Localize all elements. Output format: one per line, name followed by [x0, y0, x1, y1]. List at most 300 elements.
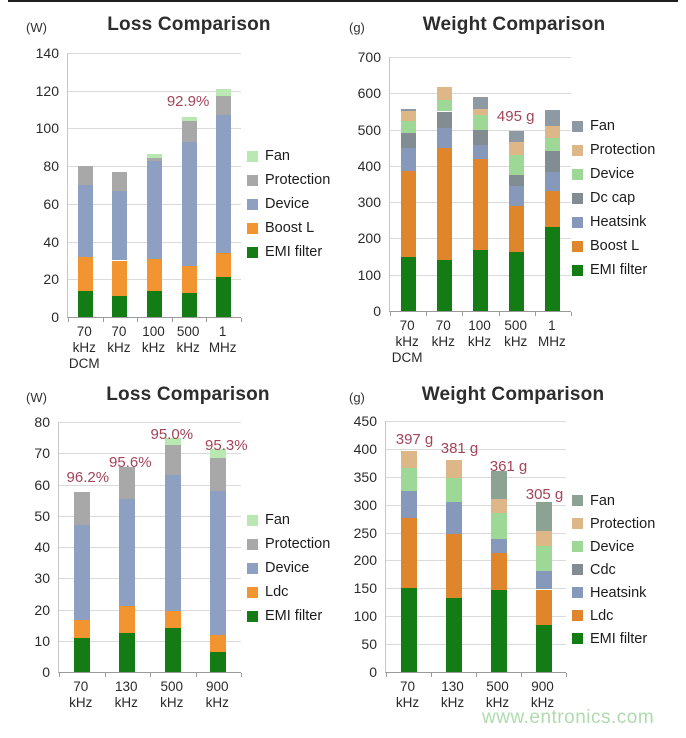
legend-label: Protection	[265, 536, 331, 552]
legend-item	[572, 581, 655, 604]
bar-segment-protection	[401, 111, 416, 121]
gridline	[390, 57, 571, 58]
x-axis-label-line: 100	[468, 318, 491, 333]
watermark: www.entronics.com	[482, 707, 655, 728]
legend-swatch-protection	[247, 539, 258, 550]
chart-unit-label: (g)	[349, 20, 365, 35]
bar-segment-device	[119, 499, 135, 607]
bar-segment-emi-filter	[446, 598, 462, 672]
bar-segment-dc-cap	[437, 112, 452, 128]
bar-segment-device	[545, 138, 560, 151]
chart-unit-label: (g)	[349, 390, 365, 405]
x-axis-label-line: kHz	[107, 340, 131, 355]
legend-item	[572, 162, 655, 186]
bar-segment-device	[491, 513, 507, 539]
gridline	[68, 91, 241, 92]
chart-title: Loss Comparison	[106, 384, 270, 405]
x-axis-label-line: kHz	[114, 695, 138, 710]
x-axis-label-line: kHz	[485, 695, 510, 710]
y-axis-label: 80	[43, 158, 59, 175]
x-axis-label-line: 1	[218, 324, 227, 339]
legend-label: Protection	[590, 515, 656, 532]
legend-item	[572, 114, 655, 138]
legend-swatch-heatsink	[572, 587, 583, 598]
x-axis-label-line: kHz	[440, 695, 465, 710]
legend-item	[247, 192, 330, 216]
legend-item	[572, 604, 655, 627]
bar-segment-boost-l	[473, 159, 488, 250]
y-axis-label: 20	[34, 601, 50, 618]
bar-segment-emi-filter	[437, 260, 452, 311]
bar-segment-boost-l	[401, 171, 416, 256]
bar-segment-emi-filter	[74, 638, 90, 672]
legend-swatch-device	[572, 169, 583, 180]
x-axis-tick	[521, 673, 522, 677]
y-axis-label: 20	[43, 271, 59, 288]
y-axis-label: 60	[34, 476, 50, 493]
legend-label: Device	[590, 166, 635, 182]
x-axis-label-line: 70	[73, 679, 89, 694]
x-axis-label-line: kHz	[69, 695, 93, 710]
legend-swatch-device	[247, 199, 258, 210]
bar-segment-device	[437, 100, 452, 112]
x-axis-tick	[462, 312, 463, 316]
y-axis-label: 100	[353, 608, 377, 625]
bar-segment-fan	[491, 471, 507, 499]
bar-segment-ldc	[401, 518, 417, 589]
x-axis-label	[100, 679, 152, 711]
y-axis-label: 60	[43, 195, 59, 212]
legend-item	[572, 210, 655, 234]
bar-segment-protection	[147, 158, 162, 161]
y-axis-label: 0	[42, 664, 50, 680]
bar-segment-emi-filter	[536, 625, 552, 672]
bar-segment-heatsink	[545, 172, 560, 191]
legend-label: EMI filter	[590, 630, 648, 647]
x-axis-tick	[137, 318, 138, 322]
legend-item	[572, 535, 655, 558]
x-axis-label-line: 1	[548, 318, 556, 333]
y-axis-label: 10	[34, 632, 50, 649]
bar-segment-boost-l	[509, 206, 524, 252]
legend-item	[572, 138, 655, 162]
y-axis-label: 250	[353, 524, 377, 541]
x-axis-tick	[566, 673, 567, 677]
y-axis-label: 40	[34, 539, 50, 555]
x-axis-label-line: 130	[115, 679, 138, 694]
bar-segment-ldc	[165, 611, 181, 628]
legend-item	[572, 558, 655, 581]
bar-segment-emi-filter	[491, 590, 507, 672]
legend-swatch-device	[572, 541, 583, 552]
legend-swatch-ldc	[572, 610, 583, 621]
legend-item	[572, 512, 655, 535]
x-axis-label-line: kHz	[395, 334, 419, 349]
chart-title: Weight Comparison	[421, 384, 605, 405]
x-axis-tick	[499, 312, 500, 316]
legend-item	[247, 604, 330, 628]
x-axis-label-line: kHz	[504, 334, 528, 349]
x-axis-tick	[426, 312, 427, 316]
bar-segment-heatsink	[473, 145, 488, 160]
legend-label: EMI filter	[590, 262, 648, 278]
bar-segment-device	[446, 478, 462, 502]
legend	[572, 114, 655, 282]
legend-item	[247, 144, 330, 168]
bar-segment-emi-filter	[119, 633, 135, 672]
annotation-label: 361 g	[489, 457, 528, 475]
legend-swatch-protection	[572, 145, 583, 156]
legend-swatch-heatsink	[572, 217, 583, 228]
x-axis-label-line: 500	[176, 324, 200, 339]
legend-swatch-cdc	[572, 564, 583, 575]
x-axis-label-line: 500	[160, 679, 184, 694]
legend-label: Ldc	[590, 607, 614, 624]
x-axis-label-line: 100	[142, 324, 165, 339]
legend-swatch-dc-cap	[572, 193, 583, 204]
bar-segment-dc-cap	[473, 130, 488, 145]
x-axis-label-line: 70	[111, 324, 127, 339]
x-axis-label-line: kHz	[141, 340, 166, 355]
legend-item	[572, 627, 655, 650]
bar-segment-boost-l	[216, 253, 231, 278]
legend-label: Protection	[265, 172, 331, 188]
annotation-label: 92.9%	[166, 93, 210, 111]
bar-segment-device	[147, 160, 162, 258]
bar-segment-emi-filter	[182, 293, 197, 318]
legend	[247, 508, 330, 628]
bar-segment-protection	[78, 166, 93, 185]
legend-swatch-boost-l	[572, 241, 583, 252]
y-axis-label: 600	[357, 85, 381, 102]
annotation-label: 95.3%	[205, 436, 248, 454]
bar-segment-device	[182, 142, 197, 267]
legend-label: Device	[265, 196, 310, 212]
bar-segment-emi-filter	[509, 252, 524, 311]
x-axis-tick	[196, 673, 197, 677]
bar-segment-boost-l	[78, 257, 93, 291]
chart-title: Loss Comparison	[107, 14, 271, 35]
x-axis-tick	[206, 318, 207, 322]
gridline	[68, 128, 241, 129]
legend	[572, 489, 655, 650]
bar-segment-emi-filter	[473, 250, 488, 311]
bar-segment-dc-cap	[509, 175, 524, 186]
legend-swatch-fan	[247, 515, 258, 526]
x-axis-tick	[476, 673, 477, 677]
y-axis-label: 100	[357, 266, 381, 283]
bar-segment-emi-filter	[210, 652, 226, 672]
legend-swatch-emi-filter	[572, 265, 583, 276]
legend-swatch-emi-filter	[247, 611, 258, 622]
bar-segment-ldc	[119, 606, 135, 633]
x-axis-label	[191, 679, 243, 711]
y-axis-label: 200	[357, 230, 381, 247]
bar-segment-protection	[491, 499, 507, 514]
annotation-label: 381 g	[440, 439, 479, 457]
x-axis-label-line: kHz	[431, 334, 455, 349]
legend-label: Heatsink	[590, 584, 647, 601]
bar-segment-fan	[147, 154, 162, 158]
bar-segment-device	[78, 185, 93, 257]
bar-segment-ldc	[536, 590, 552, 625]
bar-segment-protection	[536, 531, 552, 546]
bar-segment-dc-cap	[401, 133, 416, 148]
legend-swatch-protection	[247, 175, 258, 186]
bar-segment-emi-filter	[545, 227, 560, 311]
legend-label: Heatsink	[590, 214, 647, 230]
x-axis-tick	[103, 318, 104, 322]
y-axis-label: 350	[353, 468, 377, 485]
legend-item	[247, 508, 330, 532]
x-axis-label-line: 70	[399, 318, 415, 333]
bar-segment-heatsink	[536, 570, 552, 589]
legend-item	[572, 234, 655, 258]
bar-segment-emi-filter	[216, 277, 231, 317]
bar-segment-device	[112, 191, 127, 261]
x-axis-label-line: kHz	[395, 695, 420, 710]
x-axis-label	[146, 679, 198, 711]
x-axis-label-line: 500	[504, 318, 527, 333]
legend	[247, 144, 330, 264]
y-axis-label: 400	[357, 157, 381, 174]
y-axis-label: 0	[51, 309, 59, 325]
bar-segment-fan	[473, 97, 488, 108]
x-axis-label	[197, 324, 249, 356]
x-axis-tick	[241, 318, 242, 322]
legend-swatch-protection	[572, 518, 583, 529]
x-axis-label-line: 70	[435, 318, 451, 333]
bar-segment-boost-l	[147, 259, 162, 291]
bar-segment-device	[401, 121, 416, 133]
legend-item	[572, 258, 655, 282]
legend-label: Fan	[590, 492, 615, 509]
bar-segment-heatsink	[509, 186, 524, 206]
bar-segment-emi-filter	[401, 588, 417, 672]
annotation-label: 397 g	[395, 430, 434, 448]
legend-item	[247, 580, 330, 604]
bar-segment-fan	[216, 89, 231, 97]
y-axis-label: 40	[43, 233, 59, 250]
x-axis-label	[526, 318, 578, 350]
y-axis-label: 400	[353, 440, 377, 457]
bar-segment-device	[401, 468, 417, 491]
y-axis-label: 100	[35, 120, 59, 137]
bar-segment-protection	[473, 109, 488, 116]
bar-segment-emi-filter	[147, 291, 162, 317]
chart-unit-label: (W)	[26, 20, 47, 35]
legend-label: EMI filter	[265, 608, 323, 624]
bar-segment-emi-filter	[401, 257, 416, 311]
bar-segment-protection	[446, 460, 462, 478]
legend-item	[247, 532, 330, 556]
y-axis-label: 80	[34, 414, 50, 430]
bar-segment-heatsink	[401, 491, 417, 518]
bar-segment-device	[74, 525, 90, 620]
y-axis-label: 450	[353, 413, 377, 429]
bar-segment-ldc	[210, 635, 226, 652]
bar-segment-heatsink	[437, 128, 452, 148]
x-axis-tick	[59, 673, 60, 677]
bar-segment-boost-l	[112, 261, 127, 297]
annotation-label: 95.0%	[150, 425, 194, 443]
bar-segment-protection	[437, 87, 452, 100]
annotation-label: 305 g	[525, 485, 564, 503]
plot-area	[389, 57, 571, 312]
y-axis-label: 150	[353, 580, 377, 597]
legend-swatch-fan	[247, 151, 258, 162]
plot-area	[67, 53, 241, 318]
bar-segment-fan	[401, 109, 416, 111]
legend-item	[247, 168, 330, 192]
bar-segment-device	[216, 115, 231, 253]
x-axis-label-line: MHz	[208, 340, 237, 355]
bar-segment-heatsink	[491, 539, 507, 552]
legend-label: EMI filter	[265, 244, 323, 260]
annotation-label: 95.6%	[109, 454, 152, 472]
gridline	[59, 422, 241, 423]
legend-label: Dc cap	[590, 190, 636, 206]
gridline	[68, 53, 241, 54]
annotation-label: 495 g	[496, 108, 535, 126]
bar-segment-ldc	[491, 553, 507, 590]
legend-label: Boost L	[265, 220, 315, 236]
legend-swatch-boost-l	[247, 223, 258, 234]
bar-segment-fan	[182, 117, 197, 121]
bar-segment-protection	[545, 126, 560, 138]
bar-segment-heatsink	[401, 148, 416, 172]
bar-segment-device	[509, 155, 524, 175]
x-axis-label-line: 900	[206, 679, 229, 694]
legend-item	[572, 186, 655, 210]
y-axis-label: 300	[357, 194, 381, 211]
legend-label: Device	[265, 560, 310, 576]
legend-label: Fan	[265, 148, 290, 164]
bar-segment-dc-cap	[545, 151, 560, 173]
y-axis-label: 300	[353, 496, 377, 513]
top-border-line	[8, 0, 678, 2]
annotation-label: 96.2%	[66, 469, 110, 487]
bar-segment-protection	[216, 96, 231, 115]
bar-segment-protection	[112, 172, 127, 191]
legend-item	[572, 489, 655, 512]
legend-label: Device	[590, 538, 635, 555]
legend-swatch-emi-filter	[572, 633, 583, 644]
y-axis-label: 50	[361, 636, 377, 653]
y-axis-label: 120	[35, 82, 59, 99]
legend-item	[247, 240, 330, 264]
bar-segment-protection	[182, 121, 197, 142]
y-axis-label: 140	[35, 45, 59, 61]
legend-swatch-device	[247, 563, 258, 574]
legend-label: Ldc	[265, 584, 289, 600]
bar-segment-device	[473, 115, 488, 130]
bar-segment-ldc	[446, 534, 462, 598]
x-axis-tick	[241, 673, 242, 677]
x-axis-label-line: MHz	[538, 334, 566, 349]
bar-segment-device	[536, 546, 552, 571]
legend-swatch-fan	[572, 495, 583, 506]
bar-segment-heatsink	[446, 502, 462, 534]
bar-segment-fan	[536, 502, 552, 532]
y-axis-label: 0	[373, 303, 381, 319]
y-axis-label: 500	[357, 121, 381, 138]
bar-segment-protection	[74, 492, 90, 525]
bar-segment-emi-filter	[112, 296, 127, 317]
x-axis-label-line: kHz	[205, 695, 229, 710]
bar-segment-protection	[210, 458, 226, 491]
x-axis-label-line: 500	[486, 679, 509, 694]
legend-item	[247, 556, 330, 580]
x-axis-label-line: DCM	[68, 356, 100, 371]
legend-swatch-fan	[572, 121, 583, 132]
x-axis-label-line: 70	[76, 324, 92, 339]
y-axis-label: 0	[369, 664, 377, 680]
bar-segment-device	[210, 491, 226, 635]
bar-segment-boost-l	[182, 266, 197, 292]
y-axis-label: 50	[34, 507, 50, 524]
x-axis-label-line: kHz	[176, 340, 200, 355]
x-axis-tick	[571, 312, 572, 316]
legend-swatch-ldc	[247, 587, 258, 598]
bar-segment-fan	[545, 110, 560, 126]
chart-unit-label: (W)	[26, 390, 47, 405]
chart-title: Weight Comparison	[422, 14, 606, 35]
x-axis-tick	[535, 312, 536, 316]
bar-segment-boost-l	[437, 148, 452, 260]
bar-segment-ldc	[74, 620, 90, 637]
x-axis-tick	[390, 312, 391, 316]
x-axis-label-line: DCM	[391, 350, 423, 365]
bar-segment-protection	[119, 467, 135, 498]
y-axis-label: 70	[34, 445, 50, 462]
gridline	[390, 93, 571, 94]
x-axis-label-line: kHz	[72, 340, 96, 355]
bar-segment-emi-filter	[165, 628, 181, 672]
x-axis-label-line: 70	[399, 679, 416, 694]
x-axis-tick	[68, 318, 69, 322]
x-axis-tick	[431, 673, 432, 677]
x-axis-label-line: kHz	[467, 334, 492, 349]
x-axis-tick	[150, 673, 151, 677]
legend-label: Cdc	[590, 561, 616, 578]
x-axis-tick	[172, 318, 173, 322]
x-axis-tick	[386, 673, 387, 677]
x-axis-tick	[105, 673, 106, 677]
bar-segment-emi-filter	[78, 291, 93, 317]
x-axis-label-line: kHz	[530, 695, 555, 710]
bar-segment-protection	[165, 445, 181, 475]
y-axis-label: 200	[353, 552, 377, 569]
legend-swatch-emi-filter	[247, 247, 258, 258]
legend-label: Fan	[590, 118, 615, 134]
x-axis-label-line: 130	[441, 679, 464, 694]
bar-segment-protection	[509, 142, 524, 155]
legend-label: Boost L	[590, 238, 640, 254]
bar-segment-protection	[401, 451, 417, 468]
bar-segment-fan	[509, 131, 524, 141]
y-axis-label: 30	[34, 570, 50, 587]
gridline	[386, 421, 566, 422]
x-axis-label-line: kHz	[160, 695, 184, 710]
legend-label: Protection	[590, 142, 656, 158]
y-axis-label: 700	[357, 49, 381, 65]
legend-item	[247, 216, 330, 240]
plot-area	[385, 421, 566, 673]
bar-segment-device	[165, 475, 181, 611]
legend-label: Fan	[265, 512, 290, 528]
bar-segment-boost-l	[545, 191, 560, 227]
